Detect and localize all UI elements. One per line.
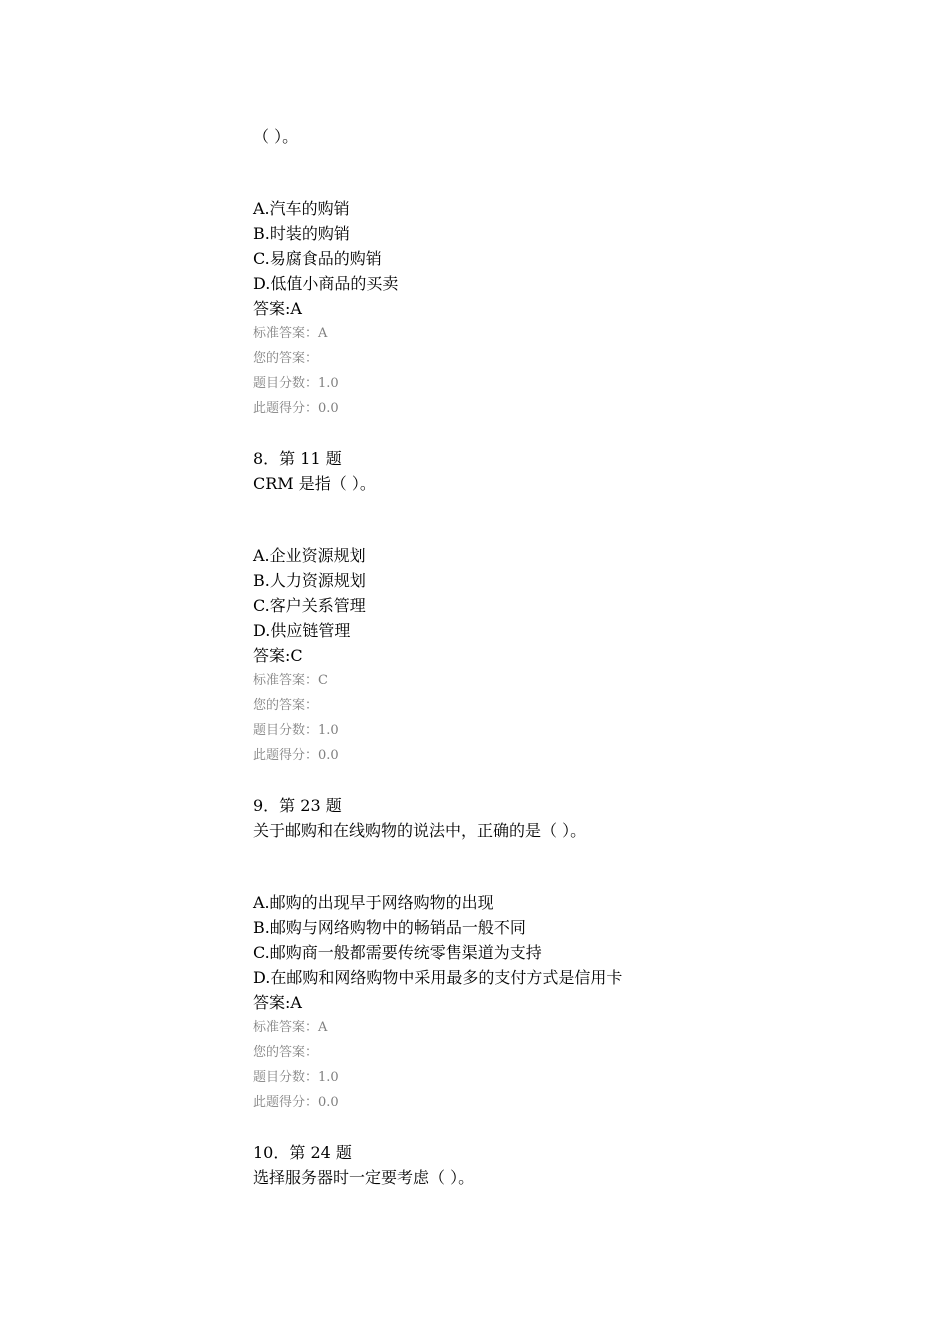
option-c: C.客户关系管理 [253, 596, 366, 615]
question-title: 10．第 24 题 [253, 1143, 352, 1162]
your-answer: 您的答案： [253, 351, 319, 366]
question-points: 题目分数：1.0 [253, 1070, 339, 1085]
option-d: D.低值小商品的买卖 [253, 274, 399, 293]
option-c: C.易腐食品的购销 [253, 249, 382, 268]
option-d: D.供应链管理 [253, 621, 351, 640]
question-10 [253, 1140, 893, 1190]
answer: 答案:A [253, 993, 302, 1012]
question-stem: 关于邮购和在线购物的说法中，正确的是（ ）。 [253, 821, 587, 840]
question-9 [253, 793, 893, 1115]
your-answer: 您的答案： [253, 1045, 319, 1060]
option-a: A.邮购的出现早于网络购物的出现 [253, 893, 494, 912]
standard-answer: 标准答案：A [253, 326, 328, 341]
option-b: B.人力资源规划 [253, 571, 366, 590]
your-answer: 您的答案： [253, 698, 319, 713]
question-stem: （ ）。 [253, 127, 299, 146]
standard-answer: 标准答案：A [253, 1020, 328, 1035]
question-points: 题目分数：1.0 [253, 723, 339, 738]
question-8 [253, 446, 893, 768]
option-a: A.汽车的购销 [253, 199, 350, 218]
answer: 答案:C [253, 646, 303, 665]
option-b: B.时装的购销 [253, 224, 350, 243]
question-stem: CRM 是指（ ）。 [253, 474, 376, 493]
question-score: 此题得分：0.0 [253, 748, 339, 763]
option-a: A.企业资源规划 [253, 546, 366, 565]
question-score: 此题得分：0.0 [253, 1095, 339, 1110]
question-title: 8．第 11 题 [253, 449, 342, 468]
question-title: 9．第 23 题 [253, 796, 342, 815]
question-score: 此题得分：0.0 [253, 401, 339, 416]
document-page [253, 124, 893, 1190]
question-7 [253, 124, 893, 421]
option-d: D.在邮购和网络购物中采用最多的支付方式是信用卡 [253, 968, 623, 987]
answer: 答案:A [253, 299, 302, 318]
option-b: B.邮购与网络购物中的畅销品一般不同 [253, 918, 526, 937]
question-points: 题目分数：1.0 [253, 376, 339, 391]
option-c: C.邮购商一般都需要传统零售渠道为支持 [253, 943, 542, 962]
standard-answer: 标准答案：C [253, 673, 328, 688]
question-stem: 选择服务器时一定要考虑（ ）。 [253, 1168, 475, 1187]
